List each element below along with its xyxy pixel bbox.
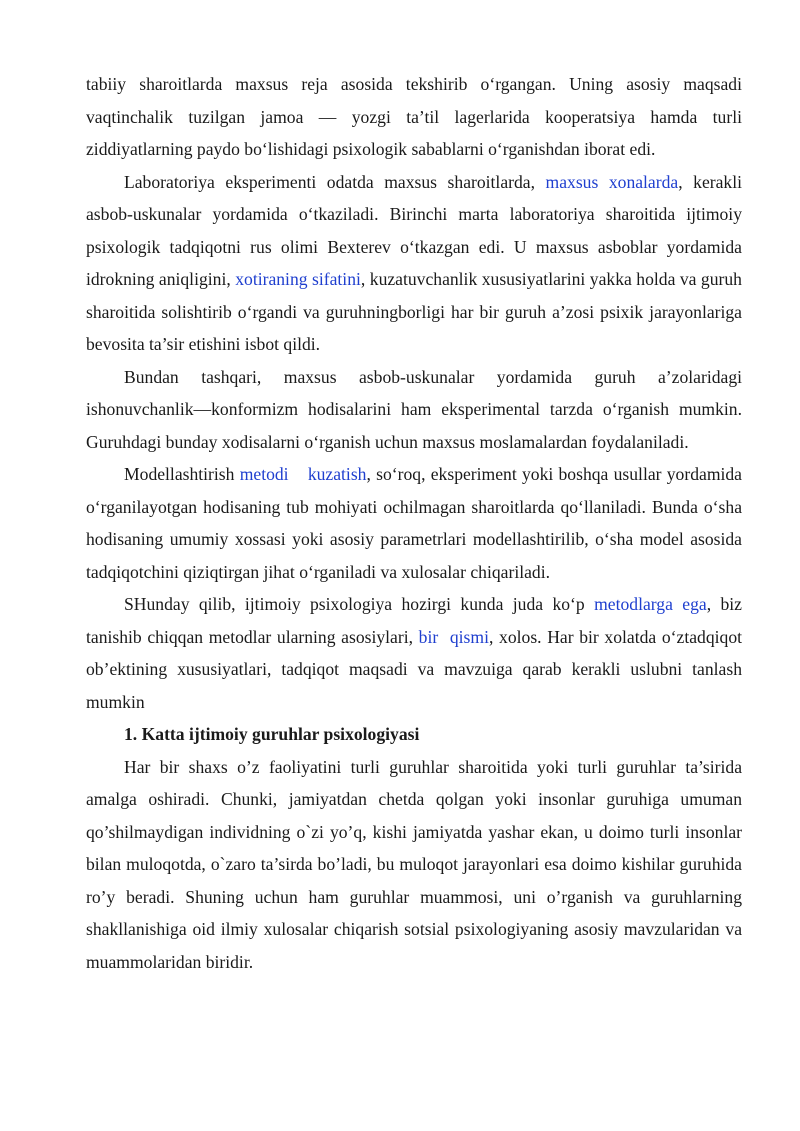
paragraph-text: , kuzatuvchanlik xususiyatlarini yakka holda va guruh sharoitida solishtirib o‘rgandi va guruhningborligi har bir guruh a’zosi psixik jarayonlariga bevosita ta’sir etishini isbot qildi. xyxy=(86,269,742,354)
paragraph-text: , kerakli asbob-uskunalar yordamida o‘tkaziladi. Birinchi marta laboratoriya sharoitida ijtimoiy psixologik tadqiqotni rus olimi Bexterev o‘tkazgan edi. U maxsus asboblar yordamida idrokning aniqligini, xyxy=(86,171,742,289)
paragraph-text: , xolos. Har bir xolatda o‘ztadqiqot ob’ektining xususiyatlari, tadqiqot maqsadi va mavzuiga qarab kerakli uslubni tanlash mumkin xyxy=(86,626,742,712)
paragraph-text: Laboratoriya eksperimenti odatda maxsus sharoitlarda, xyxy=(124,171,546,192)
section-heading: 1. Katta ijtimoiy guruhlar psixologiyasi xyxy=(124,724,420,744)
paragraph-text: Modellashtirish xyxy=(124,464,240,484)
paragraph-text: , so‘roq, eksperiment yoki boshqa usullar yordamida o‘rganilayotgan hodisaning tub mohiyati ochilmagan sharoitlarda qo‘llaniladi. Bunda o‘sha hodisaning umumiy xossasi yoki asosiy parametrlari modellashtirilib, o‘sha model asosida tadqiqotchini qiziqtirgan jihat o‘rganiladi va xulosalar chiqariladi. xyxy=(86,464,742,582)
paragraph-large-groups: Har bir shaxs o’z faoliyatini turli guruhlar sharoitida yoki turli guruhlar ta’sirida amalga oshiradi. Chunki, jamiyatdan chetda qolgan yoki insonlar guruhiga umuman qo’shilmaydigan individning o`zi yo’q, kishi jamiyatda yashar ekan, u doimo turli insonlar bilan muloqotda, o`zaro ta’sirda bo’ladi, bu muloqot jarayonlari esa doimo kishilar guruhida ro’y beradi. Shuning uchun ham guruhlar muammosi, uni o’rganish va guruhlarning shakllanishiga oid ilmiy xulosalar chiqarish sotsial psixologiyaning asosiy mavzularidan va muammolaridan biridir. xyxy=(86,756,742,972)
paragraph-modelling xyxy=(86,458,742,588)
link-bir-qismi[interactable]: bir qismi xyxy=(418,626,489,647)
paragraph-conformism: Bundan tashqari, maxsus asbob-uskunalar yordamida guruh a’zolaridagi ishonuvchanlik—konformizm hodisalarini ham eksperimental tarzda o‘rganish mumkin. Guruhdagi bunday xodisalarni o‘rganish uchun maxsus moslamalardan foydalaniladi. xyxy=(86,366,742,452)
paragraph-conclusion xyxy=(86,588,742,718)
document-page xyxy=(86,68,742,978)
paragraph-intro: tabiiy sharoitlarda maxsus reja asosida tekshirib o‘rgangan. Uning asosiy maqsadi vaqtinchalik tuzilgan jamoa — yozgi ta’til lagerlarida kooperatsiya hamda turli ziddiyatlarning paydo bo‘lishidagi psixologik sabablarni o‘rganishdan iborat edi. xyxy=(86,74,742,159)
link-metodlarga-ega[interactable]: metodlarga ega xyxy=(594,594,707,614)
link-maxsus-xonalarda[interactable]: maxsus xonalarda xyxy=(545,171,679,192)
paragraph-text: , biz tanishib chiqqan metodlar ularning asosiylari, xyxy=(86,594,742,647)
paragraph-text: SHunday qilib, ijtimoiy psixologiya hozirgi kunda juda ko‘p xyxy=(124,594,595,614)
link-xotiraning-sifatini[interactable]: xotiraning sifatini xyxy=(235,269,361,289)
link-metodi-kuzatish[interactable]: metodi kuzatish xyxy=(239,464,367,484)
paragraph-laboratory-experiment xyxy=(86,166,742,361)
